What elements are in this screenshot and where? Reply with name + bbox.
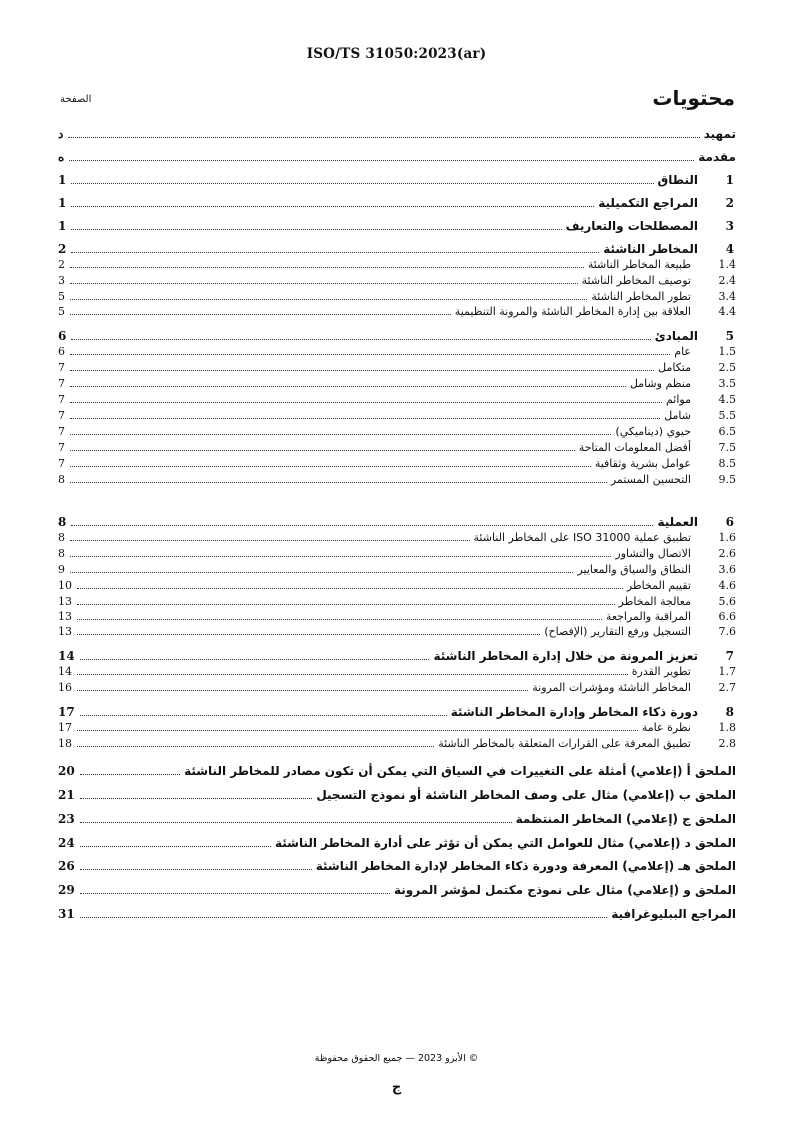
toc-dot-leader: [77, 594, 615, 605]
toc-entry-page: 6: [58, 329, 67, 343]
toc-subentry[interactable]: [58, 720, 736, 735]
toc-entry-title: منظم وشامل: [629, 377, 691, 390]
toc-dot-leader: [70, 376, 626, 387]
toc-entry-page: 16: [58, 681, 72, 694]
toc-entry-page: 8: [58, 473, 65, 486]
toc-dot-leader: [70, 440, 575, 451]
toc-entry-number: 6.5: [718, 425, 736, 438]
toc-dot-leader: [70, 360, 654, 371]
toc-entry-number: 7: [725, 649, 734, 663]
toc-dot-leader: [70, 546, 611, 557]
toc-entry[interactable]: [58, 907, 736, 922]
toc-entry-page: 7: [58, 425, 65, 438]
toc-subentry[interactable]: [58, 546, 736, 561]
toc-dot-leader: [68, 127, 700, 138]
toc-subentry[interactable]: [58, 624, 736, 639]
toc-entry-number: 7.5: [718, 441, 736, 454]
toc-entry-page: 17: [58, 721, 72, 734]
toc-entry-title: متكامل: [658, 361, 691, 374]
toc-entry-title: الملحق هـ (إعلامي) المعرفة ودورة ذكاء المخاطر لإدارة المخاطر الناشئة: [315, 859, 736, 873]
toc-entry-page: 5: [58, 305, 65, 318]
toc-entry-title: تطور المخاطر الناشئة: [591, 290, 691, 303]
toc-entry-page: 9: [58, 563, 65, 576]
toc-entry-number: 1.8: [718, 721, 736, 734]
toc-entry[interactable]: [58, 883, 736, 898]
toc-entry-title: نظرة عامة: [641, 721, 691, 734]
toc-entry-page: 13: [58, 610, 72, 623]
toc-subentry[interactable]: [58, 472, 736, 487]
toc-entry-page: 13: [58, 595, 72, 608]
toc-dot-leader: [70, 530, 470, 541]
toc-dot-leader: [77, 680, 528, 691]
toc-dot-leader: [80, 764, 180, 775]
toc-entry-title: العلاقة بين إدارة المخاطر الناشئة والمرونة التنظيمية: [454, 305, 691, 318]
toc-entry-title: عام: [674, 345, 691, 358]
toc-entry-title: الملحق و (إعلامي) مثال على نموذج مكتمل لمؤشر المرونة: [393, 883, 736, 897]
toc-dot-leader: [69, 150, 694, 161]
toc-entry-page: 31: [58, 907, 75, 921]
toc-entry-title: دورة ذكاء المخاطر وإدارة المخاطر الناشئة: [450, 705, 698, 719]
toc-entry[interactable]: [58, 649, 736, 664]
toc-entry-number: 4.4: [718, 305, 736, 318]
copyright-notice: © الأيزو 2023 — جميع الحقوق محفوظة: [314, 1053, 479, 1064]
toc-entry-title: المصطلحات والتعاريف: [565, 219, 698, 233]
toc-entry-number: 3.4: [718, 290, 736, 303]
toc-entry-page: 10: [58, 579, 72, 592]
toc-dot-leader: [70, 273, 578, 284]
toc-entry[interactable]: [58, 812, 736, 827]
toc-entry-title: تطبيق المعرفة على القرارات المتعلقة بالمخاطر الناشئة: [438, 737, 691, 750]
toc-dot-leader: [70, 424, 611, 435]
toc-subentry[interactable]: [58, 376, 736, 391]
toc-entry-title: تطبيق عملية ISO 31000 على المخاطر الناشئة: [473, 531, 691, 544]
toc-entry-number: 1.4: [718, 258, 736, 271]
toc-entry-number: 3.5: [718, 377, 736, 390]
toc-entry-page: 8: [58, 515, 67, 529]
toc-entry-number: 8.5: [718, 457, 736, 470]
toc-entry-number: 2.6: [718, 547, 736, 560]
toc-entry-title: حيوي (ديناميكي): [615, 425, 691, 438]
toc-entry-page: 7: [58, 409, 65, 422]
toc-dot-leader: [70, 344, 670, 355]
toc-entry-page: 6: [58, 345, 65, 358]
toc-dot-leader: [80, 705, 447, 716]
toc-subentry[interactable]: [58, 304, 736, 319]
toc-entry-title: النطاق والسياق والمعايير: [577, 563, 691, 576]
toc-entry-number: 8: [725, 705, 734, 719]
toc-dot-leader: [77, 664, 628, 675]
toc-subentry[interactable]: [58, 562, 736, 577]
toc-dot-leader: [80, 788, 312, 799]
toc-entry-page: 1: [58, 219, 67, 233]
toc-entry-number: 2.5: [718, 361, 736, 374]
toc-subentry[interactable]: [58, 609, 736, 624]
toc-subentry[interactable]: [58, 257, 736, 272]
toc-entry[interactable]: [58, 196, 736, 211]
toc-entry-number: 5.6: [718, 595, 736, 608]
toc-dot-leader: [80, 907, 607, 918]
toc-entry-title: شامل: [664, 409, 691, 422]
toc-entry-title: التسجيل ورفع التقارير (الإفصاح): [544, 625, 691, 638]
toc-dot-leader: [77, 624, 540, 635]
toc-entry-number: 2.7: [718, 681, 736, 694]
toc-entry-page: 26: [58, 859, 75, 873]
toc-dot-leader: [70, 456, 591, 467]
toc-dot-leader: [77, 720, 638, 731]
toc-entry[interactable]: [58, 836, 736, 851]
toc-entry-title: تقييم المخاطر: [626, 579, 691, 592]
toc-entry-page: 7: [58, 393, 65, 406]
toc-dot-leader: [70, 562, 573, 573]
toc-title: محتويات: [652, 86, 735, 110]
toc-dot-leader: [70, 408, 660, 419]
toc-entry-page: 13: [58, 625, 72, 638]
toc-entry[interactable]: [58, 705, 736, 720]
toc-entry[interactable]: [58, 219, 736, 234]
toc-subentry[interactable]: [58, 530, 736, 545]
toc-entry-page: 24: [58, 836, 75, 850]
toc-dot-leader: [70, 257, 584, 268]
toc-entry-title: تمهيد: [703, 127, 736, 141]
toc-subentry[interactable]: [58, 289, 736, 304]
toc-entry-title: الملحق ب (إعلامي) مثال على وصف المخاطر الناشئة أو نموذج التسجيل: [316, 788, 736, 802]
toc-entry-page: 21: [58, 788, 75, 802]
toc-dot-leader: [77, 578, 623, 589]
toc-entry[interactable]: [58, 329, 736, 344]
toc-entry-title: الملحق أ (إعلامي) أمثلة على التغييرات في السياق التي يمكن أن تكون مصادر للمخاطر الناشئة: [184, 764, 736, 778]
toc-subentry[interactable]: [58, 680, 736, 695]
toc-entry-title: عوامل بشرية وثقافية: [594, 457, 691, 470]
toc-entry-number: 2.8: [718, 737, 736, 750]
toc-subentry[interactable]: [58, 440, 736, 455]
toc-entry-title: تعزيز المرونة من خلال إدارة المخاطر الناشئة: [433, 649, 698, 663]
toc-entry-title: موائم: [665, 393, 691, 406]
toc-entry-page: 8: [58, 531, 65, 544]
toc-entry[interactable]: [58, 242, 736, 257]
toc-entry-page: ه: [58, 150, 65, 164]
toc-subentry[interactable]: [58, 408, 736, 423]
toc-entry-page: 29: [58, 883, 75, 897]
toc-dot-leader: [77, 736, 434, 747]
toc-entry-title: تطوير القدرة: [631, 665, 691, 678]
toc-entry-number: 5: [725, 329, 734, 343]
toc-subentry[interactable]: [58, 664, 736, 679]
toc-subentry[interactable]: [58, 594, 736, 609]
toc-entry-title: المراجع التكميلية: [598, 196, 698, 210]
toc-entry-title: التحسين المستمر: [610, 473, 691, 486]
toc-entry-title: المراقبة والمراجعة: [605, 610, 691, 623]
toc-entry-title: مقدمة: [698, 150, 736, 164]
toc-entry-page: 1: [58, 196, 67, 210]
toc-entry-title: الاتصال والتشاور: [615, 547, 691, 560]
toc-entry-title: النطاق: [657, 173, 698, 187]
toc-subentry[interactable]: [58, 736, 736, 751]
toc-entry[interactable]: [58, 515, 736, 530]
toc-entry-title: العملية: [657, 515, 698, 529]
page-column-label: الصفحة: [60, 94, 92, 105]
toc-entry-number: 4: [725, 242, 734, 256]
toc-entry-page: د: [58, 127, 64, 141]
toc-dot-leader: [70, 472, 607, 483]
toc-entry-number: 1.7: [718, 665, 736, 678]
toc-dot-leader: [77, 609, 602, 620]
toc-entry-title: المخاطر الناشئة ومؤشرات المرونة: [532, 681, 691, 694]
toc-entry-page: 18: [58, 737, 72, 750]
toc-entry[interactable]: [58, 150, 736, 165]
document-id: ISO/TS 31050:2023(ar): [306, 46, 487, 62]
toc-entry-page: 7: [58, 441, 65, 454]
toc-dot-leader: [70, 304, 451, 315]
toc-dot-leader: [70, 392, 662, 403]
toc-entry-title: أفضل المعلومات المتاحة: [578, 441, 691, 454]
toc-dot-leader: [80, 836, 271, 847]
toc-entry-title: المراجع الببليوغرافية: [611, 907, 736, 921]
toc-entry-number: 7.6: [718, 625, 736, 638]
toc-subentry[interactable]: [58, 578, 736, 593]
toc-entry-page: 2: [58, 242, 67, 256]
toc-subentry[interactable]: [58, 424, 736, 439]
toc-dot-leader: [71, 219, 562, 230]
toc-entry-number: 2: [725, 196, 734, 210]
toc-entry-page: 1: [58, 173, 67, 187]
toc-entry-number: 9.5: [718, 473, 736, 486]
toc-entry[interactable]: [58, 127, 736, 142]
toc-entry-page: 20: [58, 764, 75, 778]
toc-entry-title: الملحق د (إعلامي) مثال للعوامل التي يمكن أن تؤثر على أدارة المخاطر الناشئة: [274, 836, 736, 850]
toc-entry-title: طبيعة المخاطر الناشئة: [587, 258, 691, 271]
toc-entry-number: 4.6: [718, 579, 736, 592]
toc-entry-page: 7: [58, 361, 65, 374]
toc-entry[interactable]: [58, 859, 736, 874]
toc-entry-page: 7: [58, 457, 65, 470]
toc-dot-leader: [80, 812, 512, 823]
toc-entry[interactable]: [58, 173, 736, 188]
toc-entry-number: 1.5: [718, 345, 736, 358]
page-number: ج: [391, 1080, 402, 1095]
toc-entry-page: 23: [58, 812, 75, 826]
toc-entry-title: معالجة المخاطر: [618, 595, 691, 608]
toc-entry-page: 5: [58, 290, 65, 303]
toc-entry-title: توصيف المخاطر الناشئة: [581, 274, 691, 287]
toc-subentry[interactable]: [58, 273, 736, 288]
toc-entry-number: 5.5: [718, 409, 736, 422]
toc-entry-number: 3.6: [718, 563, 736, 576]
toc-subentry[interactable]: [58, 360, 736, 375]
toc-subentry[interactable]: [58, 456, 736, 471]
toc-dot-leader: [71, 329, 651, 340]
toc-entry[interactable]: [58, 764, 736, 779]
toc-entry-page: 2: [58, 258, 65, 271]
toc-dot-leader: [71, 196, 594, 207]
toc-entry-page: 17: [58, 705, 75, 719]
toc-entry-page: 14: [58, 665, 72, 678]
toc-entry-page: 14: [58, 649, 75, 663]
toc-entry-page: 8: [58, 547, 65, 560]
toc-entry-title: المخاطر الناشئة: [603, 242, 698, 256]
toc-dot-leader: [80, 883, 390, 894]
toc-dot-leader: [80, 649, 429, 660]
toc-entry-number: 4.5: [718, 393, 736, 406]
toc-dot-leader: [71, 515, 653, 526]
toc-subentry[interactable]: [58, 392, 736, 407]
toc-entry-title: الملحق ج (إعلامي) المخاطر المنتظمة: [515, 812, 736, 826]
toc-dot-leader: [80, 859, 312, 870]
toc-entry-number: 1.6: [718, 531, 736, 544]
toc-dot-leader: [71, 173, 654, 184]
toc-entry-number: 2.4: [718, 274, 736, 287]
toc-entry-number: 6: [725, 515, 734, 529]
toc-entry-number: 6.6: [718, 610, 736, 623]
toc-entry-page: 3: [58, 274, 65, 287]
toc-entry-page: 7: [58, 377, 65, 390]
toc-entry-number: 1: [725, 173, 734, 187]
toc-subentry[interactable]: [58, 344, 736, 359]
toc-dot-leader: [70, 289, 587, 300]
toc-entry-title: المبادئ: [654, 329, 698, 343]
toc-entry-number: 3: [725, 219, 734, 233]
toc-dot-leader: [71, 242, 599, 253]
toc-entry[interactable]: [58, 788, 736, 803]
